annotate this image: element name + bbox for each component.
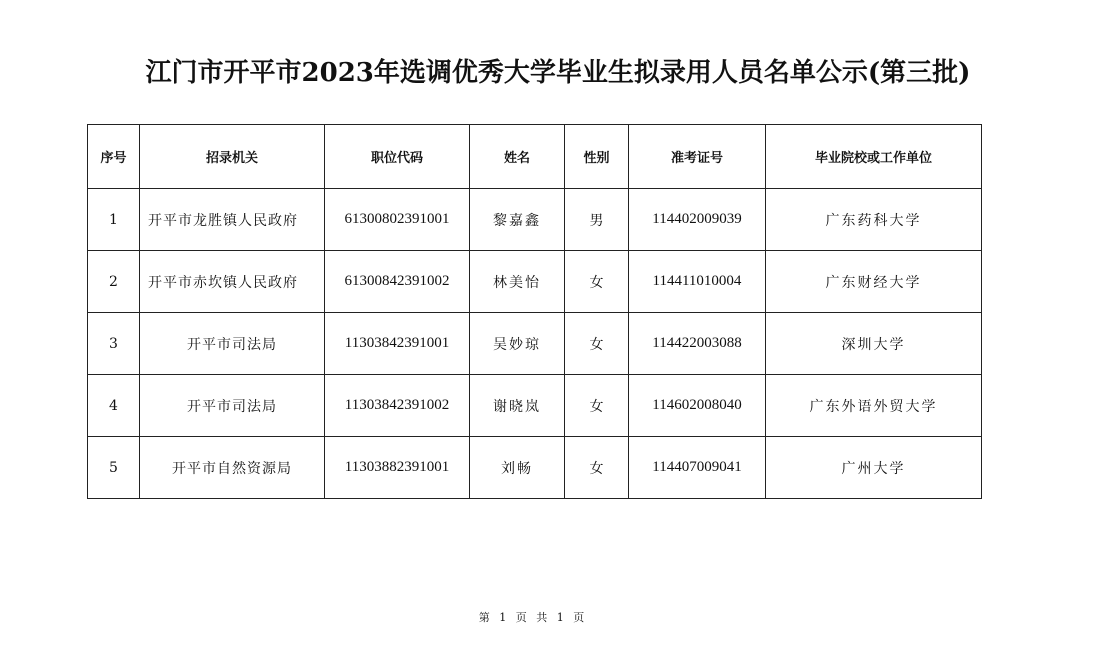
cell-org: 开平市自然资源局: [140, 437, 325, 499]
cell-name: 黎嘉鑫: [470, 189, 565, 251]
cell-name: 吴妙琼: [470, 313, 565, 375]
cell-school: 广东药科大学: [766, 189, 982, 251]
cell-position-code: 61300842391002: [325, 251, 470, 313]
cell-position-code: 11303842391001: [325, 313, 470, 375]
cell-school: 广东财经大学: [766, 251, 982, 313]
cell-serial: 3: [88, 313, 140, 375]
cell-position-code: 61300802391001: [325, 189, 470, 251]
cell-exam-number: 114422003088: [629, 313, 766, 375]
cell-org: 开平市赤坎镇人民政府: [140, 251, 325, 313]
header-position-code: 职位代码: [325, 125, 470, 189]
cell-school: 深圳大学: [766, 313, 982, 375]
header-row: [88, 125, 982, 189]
cell-org: 开平市龙胜镇人民政府: [140, 189, 325, 251]
table-row: [88, 189, 982, 251]
cell-org: 开平市司法局: [140, 375, 325, 437]
cell-exam-number: 114402009039: [629, 189, 766, 251]
cell-position-code: 11303842391002: [325, 375, 470, 437]
cell-serial: 1: [88, 189, 140, 251]
header-exam-number: 准考证号: [629, 125, 766, 189]
cell-serial: 2: [88, 251, 140, 313]
header-gender: 性别: [565, 125, 629, 189]
cell-name: 刘畅: [470, 437, 565, 499]
cell-position-code: 11303882391001: [325, 437, 470, 499]
table-row: [88, 313, 982, 375]
cell-school: 广州大学: [766, 437, 982, 499]
candidate-table: [87, 124, 982, 499]
table-row: [88, 375, 982, 437]
cell-serial: 5: [88, 437, 140, 499]
cell-serial: 4: [88, 375, 140, 437]
cell-exam-number: 114411010004: [629, 251, 766, 313]
cell-gender: 男: [565, 189, 629, 251]
header-org: 招录机关: [140, 125, 325, 189]
header-school: 毕业院校或工作单位: [766, 125, 982, 189]
cell-org: 开平市司法局: [140, 313, 325, 375]
document-title: 江门市开平市2023年选调优秀大学毕业生拟录用人员名单公示(第三批): [145, 58, 971, 88]
page-number: 第 1 页 共 1 页: [478, 611, 588, 624]
table-header: [88, 125, 982, 189]
cell-exam-number: 114407009041: [629, 437, 766, 499]
cell-gender: 女: [565, 375, 629, 437]
table-body: [88, 189, 982, 499]
cell-gender: 女: [565, 313, 629, 375]
cell-gender: 女: [565, 437, 629, 499]
table-row: [88, 251, 982, 313]
cell-name: 林美怡: [470, 251, 565, 313]
cell-gender: 女: [565, 251, 629, 313]
cell-name: 谢晓岚: [470, 375, 565, 437]
cell-school: 广东外语外贸大学: [766, 375, 982, 437]
table-row: [88, 437, 982, 499]
header-name: 姓名: [470, 125, 565, 189]
cell-exam-number: 114602008040: [629, 375, 766, 437]
header-serial: 序号: [88, 125, 140, 189]
